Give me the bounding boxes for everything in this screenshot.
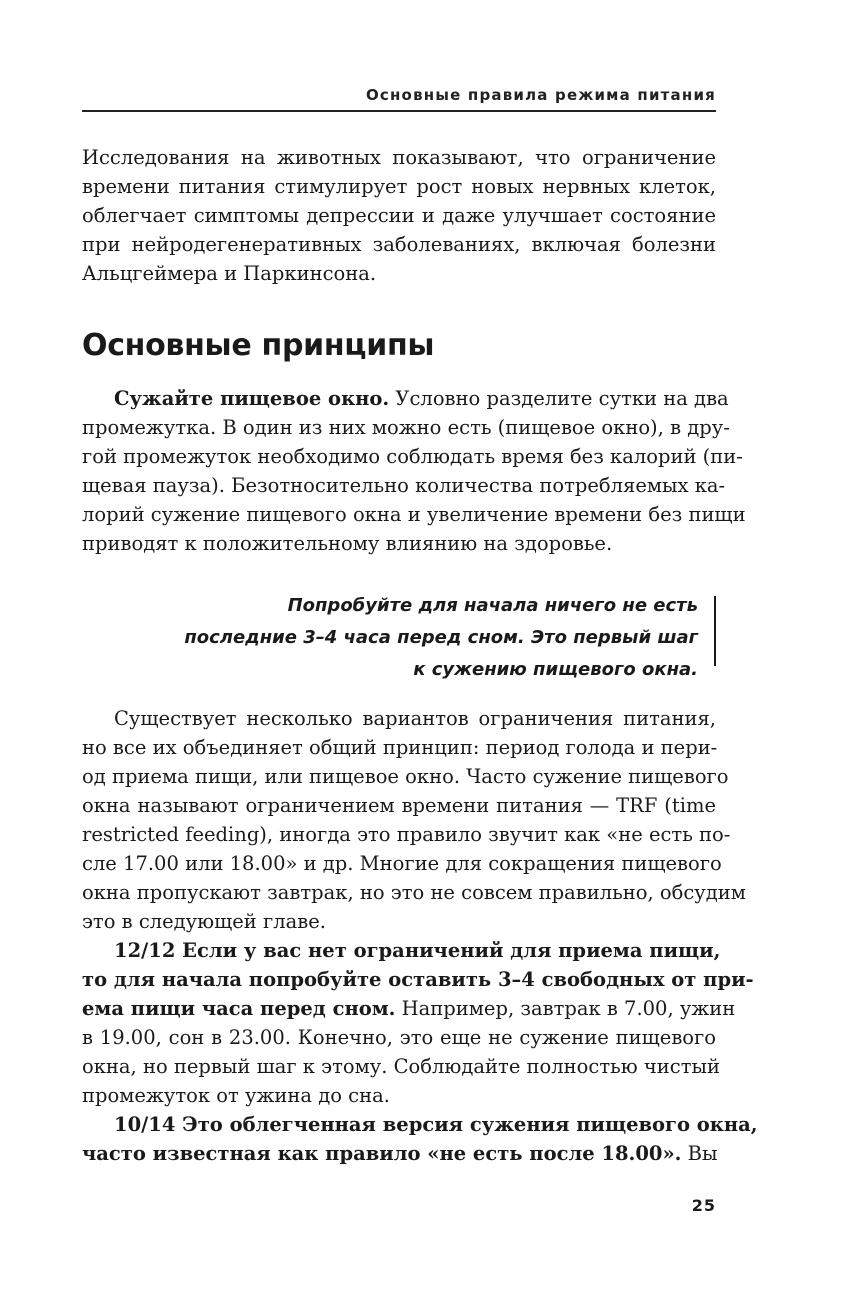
- text-line: Альцгеймера и Паркинсона.: [82, 262, 377, 285]
- text-line: в 19.00, сон в 23.00. Конечно, это еще не сужение пищевого: [82, 1026, 716, 1049]
- text-line: од приема пищи, или пищевое окно. Часто сужение пищевого: [82, 765, 729, 788]
- text-line: окна называют ограничением времени питания — TRF (time: [82, 794, 716, 817]
- pull-quote-line: последние 3–4 часа перед сном. Это первый шаг: [184, 627, 698, 648]
- text-line: окна пропускают завтрак, но это не совсем правильно, обсудим: [82, 881, 746, 904]
- section-heading: Основные принципы: [82, 328, 435, 363]
- text-line: restricted feeding), иногда это правило звучит как «не есть по-: [82, 823, 731, 846]
- text-line: времени питания стимулирует рост новых нервных клеток,: [82, 175, 716, 198]
- text-line: [82, 384, 729, 413]
- text-line: это в следующей главе.: [82, 910, 326, 933]
- text-line: щевая пауза). Безотносительно количества потребляемых ка-: [82, 474, 726, 497]
- pull-quote: [138, 590, 698, 686]
- text-run: Условно разделите сутки на два: [389, 387, 729, 410]
- bold-run: то для начала попробуйте оставить 3–4 свободных от при-: [82, 968, 754, 991]
- paragraph-narrow-window: [82, 384, 746, 558]
- bold-run: 10/14 Это облегченная версия сужения пищевого окна,: [114, 1113, 758, 1136]
- text-line: [82, 994, 736, 1023]
- pull-quote-line: Попробуйте для начала ничего не есть: [287, 595, 698, 616]
- text-line: сле 17.00 или 18.00» и др. Многие для сокращения пищевого: [82, 852, 722, 875]
- bold-run: часто известная как правило «не есть после 18.00».: [82, 1142, 682, 1165]
- text-line: [82, 1139, 716, 1168]
- text-run: Вы: [681, 1142, 718, 1165]
- book-page: [82, 0, 758, 1311]
- text-run: Например, завтрак в 7.00, ужин: [395, 997, 736, 1020]
- page-number: 25: [691, 1196, 716, 1215]
- running-head: Основные правила режима питания: [365, 86, 716, 104]
- text-line: но все их объединяет общий принцип: период голода и пери-: [82, 736, 718, 759]
- text-line: облегчает симптомы депрессии и даже улучшает состояние: [82, 204, 716, 227]
- text-line: при нейродегенеративных заболеваниях, включая болезни: [82, 233, 716, 256]
- bold-run: ема пищи часа перед сном.: [82, 997, 396, 1020]
- bold-lead: Сужайте пищевое окно.: [114, 387, 390, 410]
- text-line: гой промежуток необходимо соблюдать время без калорий (пи-: [82, 445, 743, 468]
- text-line: промежуток от ужина до сна.: [82, 1084, 390, 1107]
- header-rule: [82, 110, 716, 112]
- paragraph-12-12: [82, 936, 754, 1110]
- text-line: [82, 1110, 758, 1139]
- text-line: [82, 965, 754, 994]
- text-line: окна, но первый шаг к этому. Соблюдайте полностью чистый: [82, 1055, 721, 1078]
- text-line: лорий сужение пищевого окна и увеличение времени без пищи: [82, 503, 746, 526]
- text-line: Существует несколько вариантов ограничения питания,: [114, 707, 716, 730]
- bold-run: 12/12 Если у вас нет ограничений для приема пищи,: [114, 939, 721, 962]
- paragraph-10-14: [82, 1110, 758, 1168]
- text-line: промежутка. В один из них можно есть (пищевое окно), в дру-: [82, 416, 730, 439]
- text-line: [82, 936, 721, 965]
- text-line: приводят к положительному влиянию на здоровье.: [82, 532, 613, 555]
- paragraph-intro: [82, 143, 716, 288]
- pull-quote-line: к сужению пищевого окна.: [413, 659, 698, 680]
- paragraph-variants: [82, 704, 746, 936]
- text-line: Исследования на животных показывают, что ограничение: [82, 146, 716, 169]
- pull-quote-bar: [714, 596, 717, 666]
